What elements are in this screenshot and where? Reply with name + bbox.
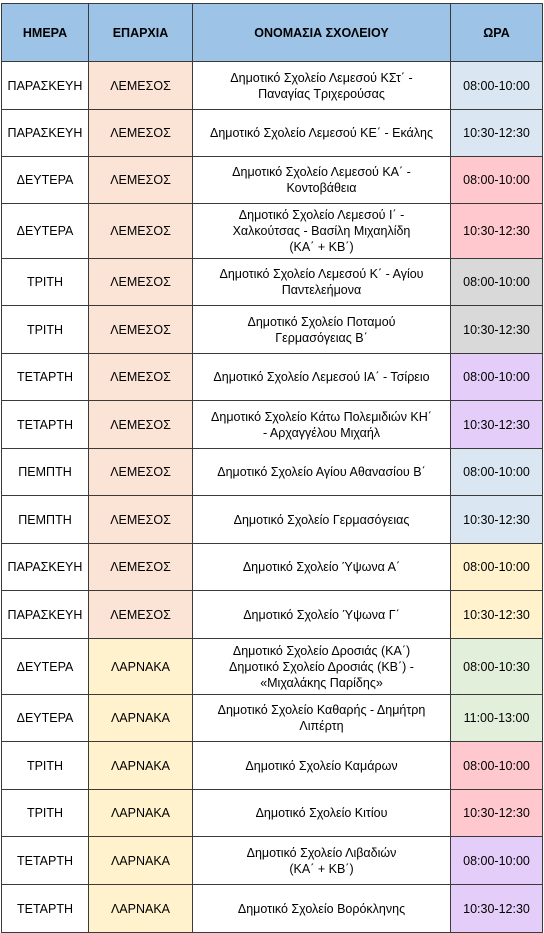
school-cell: Δημοτικό Σχολείο Λιβαδιών (ΚΑ΄ + ΚΒ΄) bbox=[193, 837, 451, 885]
table-row bbox=[2, 354, 543, 401]
time-cell: 10:30-12:30 bbox=[451, 204, 543, 259]
school-cell: Δημοτικό Σχολείο Λεμεσού Ι΄ - Χαλκούτσας - Βασίλη Μιχαηλίδη (ΚΑ΄ + ΚΒ΄) bbox=[193, 204, 451, 259]
table-row bbox=[2, 639, 543, 695]
school-cell: Δημοτικό Σχολείο Καμάρων bbox=[193, 742, 451, 790]
province-cell: ΛΕΜΕΣΟΣ bbox=[89, 401, 193, 449]
province-cell: ΛΕΜΕΣΟΣ bbox=[89, 449, 193, 496]
time-cell: 10:30-12:30 bbox=[451, 591, 543, 639]
header-row bbox=[2, 4, 543, 62]
day-cell: ΔΕΥΤΕΡΑ bbox=[2, 695, 89, 742]
table-row bbox=[2, 496, 543, 544]
school-cell: Δημοτικό Σχολείο Ύψωνα Γ΄ bbox=[193, 591, 451, 639]
time-cell: 08:00-10:00 bbox=[451, 449, 543, 496]
table-row bbox=[2, 449, 543, 496]
province-cell: ΛΕΜΕΣΟΣ bbox=[89, 204, 193, 259]
day-cell: ΠΕΜΠΤΗ bbox=[2, 449, 89, 496]
table-row bbox=[2, 837, 543, 885]
table-row bbox=[2, 62, 543, 110]
school-cell: Δημοτικό Σχολείο Κιτίου bbox=[193, 790, 451, 837]
table-row bbox=[2, 742, 543, 790]
school-cell: Δημοτικό Σχολείο Λεμεσού ΚΣτ΄ - Παναγίας Τριχερούσας bbox=[193, 62, 451, 110]
time-cell: 08:00-10:00 bbox=[451, 354, 543, 401]
table-row bbox=[2, 306, 543, 354]
day-cell: ΔΕΥΤΕΡΑ bbox=[2, 204, 89, 259]
schedule-table bbox=[1, 3, 543, 933]
time-cell: 08:00-10:00 bbox=[451, 742, 543, 790]
time-cell: 08:00-10:00 bbox=[451, 62, 543, 110]
day-cell: ΤΡΙΤΗ bbox=[2, 306, 89, 354]
school-cell: Δημοτικό Σχολείο Ποταμού Γερμασόγειας Β΄ bbox=[193, 306, 451, 354]
school-cell: Δημοτικό Σχολείο Καθαρής - Δημήτρη Λιπέρτη bbox=[193, 695, 451, 742]
province-cell: ΛΑΡΝΑΚΑ bbox=[89, 742, 193, 790]
day-cell: ΤΕΤΑΡΤΗ bbox=[2, 885, 89, 933]
time-cell: 10:30-12:30 bbox=[451, 401, 543, 449]
province-cell: ΛΑΡΝΑΚΑ bbox=[89, 695, 193, 742]
time-cell: 08:00-10:00 bbox=[451, 157, 543, 204]
table-row bbox=[2, 695, 543, 742]
province-cell: ΛΕΜΕΣΟΣ bbox=[89, 591, 193, 639]
day-cell: ΠΕΜΠΤΗ bbox=[2, 496, 89, 544]
day-column-header: ΗΜΕΡΑ bbox=[2, 4, 89, 62]
table-row bbox=[2, 157, 543, 204]
province-cell: ΛΕΜΕΣΟΣ bbox=[89, 544, 193, 591]
table-row bbox=[2, 544, 543, 591]
time-cell: 10:30-12:30 bbox=[451, 110, 543, 157]
province-cell: ΛΕΜΕΣΟΣ bbox=[89, 354, 193, 401]
day-cell: ΠΑΡΑΣΚΕΥΗ bbox=[2, 544, 89, 591]
table-row bbox=[2, 790, 543, 837]
province-cell: ΛΕΜΕΣΟΣ bbox=[89, 496, 193, 544]
school-cell: Δημοτικό Σχολείο Βορόκληνης bbox=[193, 885, 451, 933]
day-cell: ΤΕΤΑΡΤΗ bbox=[2, 354, 89, 401]
time-column-header: ΩΡΑ bbox=[451, 4, 543, 62]
day-cell: ΤΡΙΤΗ bbox=[2, 790, 89, 837]
province-cell: ΛΕΜΕΣΟΣ bbox=[89, 157, 193, 204]
day-cell: ΠΑΡΑΣΚΕΥΗ bbox=[2, 62, 89, 110]
school-column-header: ΟΝΟΜΑΣΙΑ ΣΧΟΛΕΙΟΥ bbox=[193, 4, 451, 62]
time-cell: 08:00-10:00 bbox=[451, 544, 543, 591]
day-cell: ΔΕΥΤΕΡΑ bbox=[2, 639, 89, 695]
day-cell: ΤΡΙΤΗ bbox=[2, 259, 89, 306]
table-row bbox=[2, 885, 543, 933]
time-cell: 08:00-10:30 bbox=[451, 639, 543, 695]
schedule-body bbox=[2, 62, 543, 933]
province-column-header: ΕΠΑΡΧΙΑ bbox=[89, 4, 193, 62]
province-cell: ΛΑΡΝΑΚΑ bbox=[89, 837, 193, 885]
province-cell: ΛΕΜΕΣΟΣ bbox=[89, 259, 193, 306]
table-row bbox=[2, 204, 543, 259]
school-cell: Δημοτικό Σχολείο Αγίου Αθανασίου Β΄ bbox=[193, 449, 451, 496]
province-cell: ΛΕΜΕΣΟΣ bbox=[89, 110, 193, 157]
time-cell: 10:30-12:30 bbox=[451, 306, 543, 354]
day-cell: ΔΕΥΤΕΡΑ bbox=[2, 157, 89, 204]
province-cell: ΛΑΡΝΑΚΑ bbox=[89, 639, 193, 695]
province-cell: ΛΕΜΕΣΟΣ bbox=[89, 306, 193, 354]
day-cell: ΤΕΤΑΡΤΗ bbox=[2, 837, 89, 885]
school-cell: Δημοτικό Σχολείο Δροσιάς (ΚΑ΄) Δημοτικό Σχολείο Δροσιάς (ΚΒ΄) - «Μιχαλάκης Παρίδης» bbox=[193, 639, 451, 695]
day-cell: ΤΕΤΑΡΤΗ bbox=[2, 401, 89, 449]
school-cell: Δημοτικό Σχολείο Λεμεσού ΙΑ΄ - Τσίρειο bbox=[193, 354, 451, 401]
table-row bbox=[2, 259, 543, 306]
school-cell: Δημοτικό Σχολείο Λεμεσού ΚΑ΄ - Κοντοβάθεια bbox=[193, 157, 451, 204]
table-row bbox=[2, 110, 543, 157]
province-cell: ΛΑΡΝΑΚΑ bbox=[89, 790, 193, 837]
school-cell: Δημοτικό Σχολείο Λεμεσού Κ΄ - Αγίου Παντελεήμονα bbox=[193, 259, 451, 306]
province-cell: ΛΑΡΝΑΚΑ bbox=[89, 885, 193, 933]
school-cell: Δημοτικό Σχολείο Λεμεσού ΚΕ΄ - Εκάλης bbox=[193, 110, 451, 157]
table-row bbox=[2, 401, 543, 449]
province-cell: ΛΕΜΕΣΟΣ bbox=[89, 62, 193, 110]
school-cell: Δημοτικό Σχολείο Γερμασόγειας bbox=[193, 496, 451, 544]
school-cell: Δημοτικό Σχολείο Κάτω Πολεμιδιών ΚΗ΄ - Αρχαγγέλου Μιχαήλ bbox=[193, 401, 451, 449]
day-cell: ΠΑΡΑΣΚΕΥΗ bbox=[2, 591, 89, 639]
time-cell: 10:30-12:30 bbox=[451, 885, 543, 933]
time-cell: 08:00-10:00 bbox=[451, 837, 543, 885]
school-cell: Δημοτικό Σχολείο Ύψωνα Α΄ bbox=[193, 544, 451, 591]
time-cell: 08:00-10:00 bbox=[451, 259, 543, 306]
day-cell: ΠΑΡΑΣΚΕΥΗ bbox=[2, 110, 89, 157]
time-cell: 10:30-12:30 bbox=[451, 790, 543, 837]
time-cell: 10:30-12:30 bbox=[451, 496, 543, 544]
time-cell: 11:00-13:00 bbox=[451, 695, 543, 742]
table-row bbox=[2, 591, 543, 639]
day-cell: ΤΡΙΤΗ bbox=[2, 742, 89, 790]
